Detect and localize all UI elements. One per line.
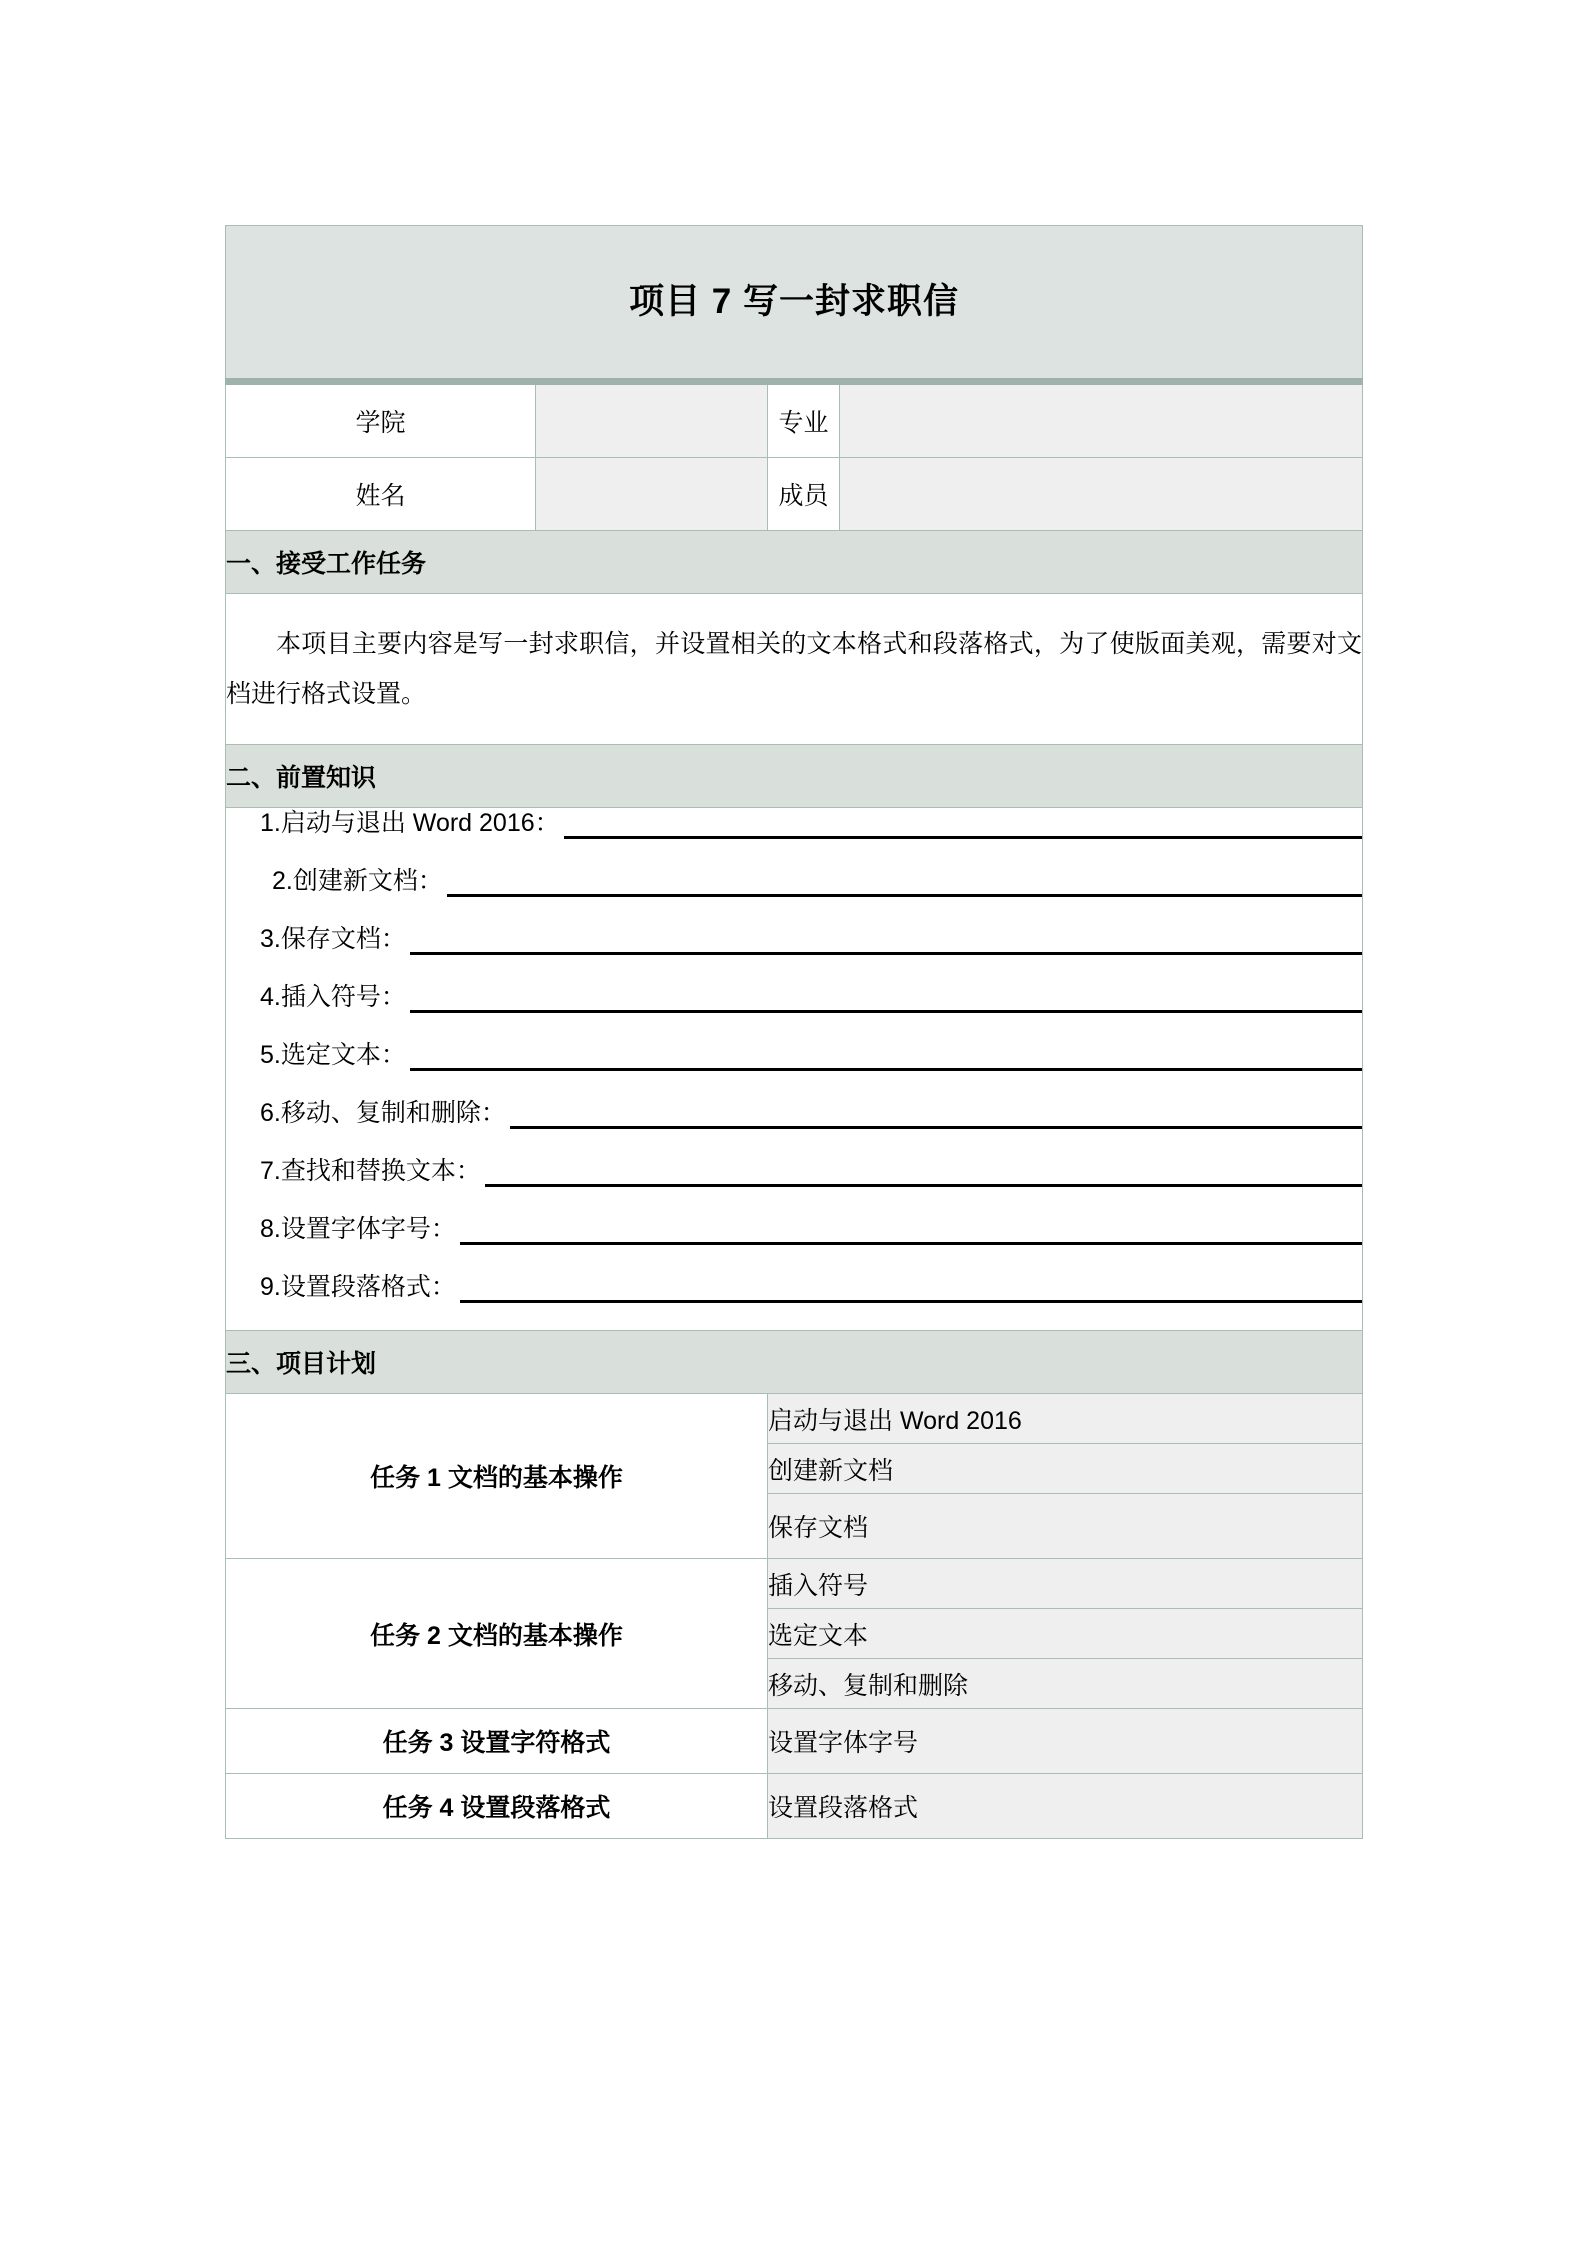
field-value-members[interactable] xyxy=(840,458,1363,531)
task-step-cell: 设置字体字号 xyxy=(768,1709,1363,1774)
prior-knowledge-body-cell xyxy=(226,808,1363,1331)
info-row xyxy=(226,382,1363,458)
list-item xyxy=(226,1156,1362,1187)
field-label-members: 成员 xyxy=(768,458,840,531)
section-heading-project-plan: 三、项目计划 xyxy=(226,1331,1363,1394)
knowledge-blank-input[interactable] xyxy=(410,982,1362,1013)
knowledge-blank-input[interactable] xyxy=(460,1272,1362,1303)
section-heading-accept-task: 一、接受工作任务 xyxy=(226,531,1363,594)
knowledge-label: 1.启动与退出 Word 2016： xyxy=(260,809,560,837)
field-value-name[interactable] xyxy=(536,458,768,531)
field-label-major: 专业 xyxy=(768,382,840,458)
field-label-name: 姓名 xyxy=(226,458,536,531)
knowledge-blank-input[interactable] xyxy=(410,924,1362,955)
task-name-cell: 任务 1 文档的基本操作 xyxy=(226,1394,768,1559)
knowledge-label: 6.移动、复制和删除： xyxy=(260,1099,506,1127)
knowledge-label: 8.设置字体字号： xyxy=(260,1215,456,1243)
title-cell xyxy=(226,226,1363,382)
task-name-cell: 任务 4 设置段落格式 xyxy=(226,1774,768,1839)
list-item xyxy=(226,1098,1362,1129)
knowledge-blank-input[interactable] xyxy=(460,1214,1362,1245)
task-name-cell: 任务 2 文档的基本操作 xyxy=(226,1559,768,1709)
task-step-cell: 设置段落格式 xyxy=(768,1774,1363,1839)
list-item xyxy=(226,808,1362,839)
task-step-cell: 移动、复制和删除 xyxy=(768,1659,1363,1709)
section-heading-prior-knowledge: 二、前置知识 xyxy=(226,745,1363,808)
knowledge-blank-input[interactable] xyxy=(410,1040,1362,1071)
knowledge-blank-input[interactable] xyxy=(485,1156,1362,1187)
task-step-cell: 启动与退出 Word 2016 xyxy=(768,1394,1363,1444)
knowledge-blank-input[interactable] xyxy=(510,1098,1362,1129)
project-worksheet-table xyxy=(225,225,1363,1839)
section-body-row xyxy=(226,808,1363,1331)
knowledge-label: 4.插入符号： xyxy=(260,983,406,1011)
task-step-cell: 保存文档 xyxy=(768,1494,1363,1559)
task-step-cell: 插入符号 xyxy=(768,1559,1363,1609)
field-label-college: 学院 xyxy=(226,382,536,458)
list-item xyxy=(226,1214,1362,1245)
list-item xyxy=(226,982,1362,1013)
task-step-cell: 选定文本 xyxy=(768,1609,1363,1659)
knowledge-blank-input[interactable] xyxy=(564,808,1362,839)
table-row xyxy=(226,1559,1363,1609)
knowledge-label: 5.选定文本： xyxy=(260,1041,406,1069)
info-row xyxy=(226,458,1363,531)
accept-task-body-cell xyxy=(226,594,1363,745)
section-body-row xyxy=(226,594,1363,745)
knowledge-label: 3.保存文档： xyxy=(260,925,406,953)
section-header-row xyxy=(226,745,1363,808)
knowledge-label: 9.设置段落格式： xyxy=(260,1273,456,1301)
section-header-row xyxy=(226,531,1363,594)
field-value-major[interactable] xyxy=(840,382,1363,458)
list-item xyxy=(226,1040,1362,1071)
table-row xyxy=(226,1394,1363,1444)
knowledge-label: 2.创建新文档： xyxy=(272,867,443,895)
table-row xyxy=(226,1774,1363,1839)
knowledge-label: 7.查找和替换文本： xyxy=(260,1157,481,1185)
list-item xyxy=(226,866,1362,897)
prior-knowledge-list xyxy=(226,808,1362,1303)
page-title: 项目 7 写一封求职信 xyxy=(629,282,959,322)
list-item xyxy=(226,924,1362,955)
task-step-cell: 创建新文档 xyxy=(768,1444,1363,1494)
title-row xyxy=(226,226,1363,382)
list-item xyxy=(226,1272,1362,1303)
accept-task-paragraph: 本项目主要内容是写一封求职信，并设置相关的文本格式和段落格式，为了使版面美观，需要对文档进行格式设置。 xyxy=(226,630,1363,708)
task-name-cell: 任务 3 设置字符格式 xyxy=(226,1709,768,1774)
knowledge-blank-input[interactable] xyxy=(447,866,1362,897)
table-row xyxy=(226,1709,1363,1774)
section-header-row xyxy=(226,1331,1363,1394)
field-value-college[interactable] xyxy=(536,382,768,458)
